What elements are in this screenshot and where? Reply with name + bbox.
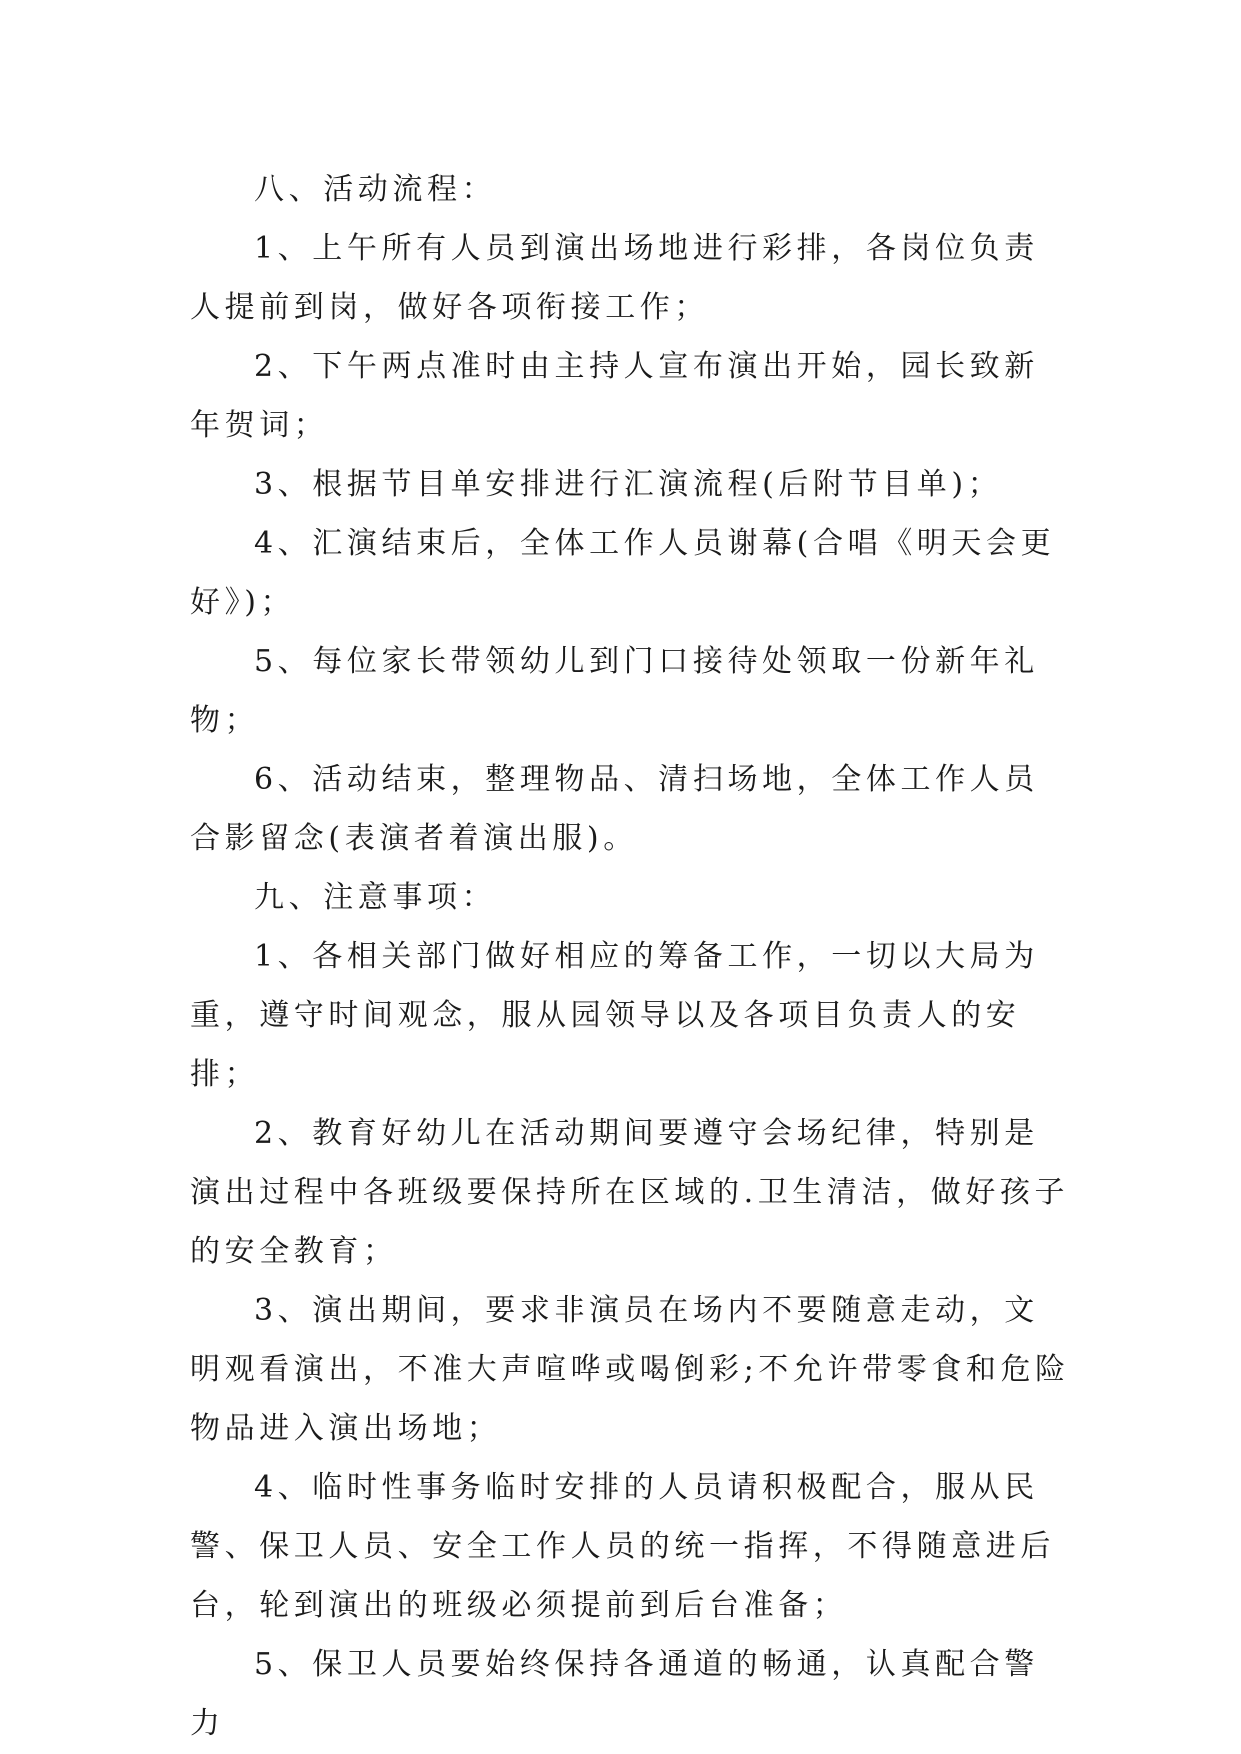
process-item-3: 3、根据节目单安排进行汇演流程(后附节目单)； — [254, 467, 1003, 502]
notes-item-1: 1、各相关部门做好相应的筹备工作，一切以大局为重，遵守时间观念，服从园领导以及各项目负责人的安排； — [190, 939, 1039, 1092]
notes-item-5: 5、保卫人员要始终保持各通道的畅通，认真配合警力 — [190, 1647, 1039, 1741]
document-body — [190, 160, 1070, 1753]
notes-item-4: 4、临时性事务临时安排的人员请积极配合，服从民警、保卫人员、安全工作人员的统一指挥，不得随意进后台，轮到演出的班级必须提前到后台准备； — [190, 1470, 1055, 1623]
process-item-5: 5、每位家长带领幼儿到门口接待处领取一份新年礼物； — [190, 644, 1039, 738]
process-item-1: 1、上午所有人员到演出场地进行彩排，各岗位负责人提前到岗，做好各项衔接工作； — [190, 231, 1039, 325]
process-item-4: 4、汇演结束后，全体工作人员谢幕(合唱《明天会更好》)； — [190, 526, 1056, 620]
process-item-2: 2、下午两点准时由主持人宣布演出开始，园长致新年贺词； — [190, 349, 1039, 443]
section-heading-notes: 九、注意事项： — [254, 880, 497, 915]
notes-item-2: 2、教育好幼儿在活动期间要遵守会场纪律，特别是演出过程中各班级要保持所在区域的.卫生清洁，做好孩子的安全教育； — [190, 1116, 1070, 1269]
notes-item-3: 3、演出期间，要求非演员在场内不要随意走动，文明观看演出，不准大声喧哗或喝倒彩;不允许带零食和危险物品进入演出场地； — [190, 1293, 1070, 1446]
section-heading-activity-process: 八、活动流程： — [254, 172, 497, 207]
process-item-6: 6、活动结束，整理物品、清扫场地，全体工作人员合影留念(表演者着演出服)。 — [190, 762, 1039, 856]
